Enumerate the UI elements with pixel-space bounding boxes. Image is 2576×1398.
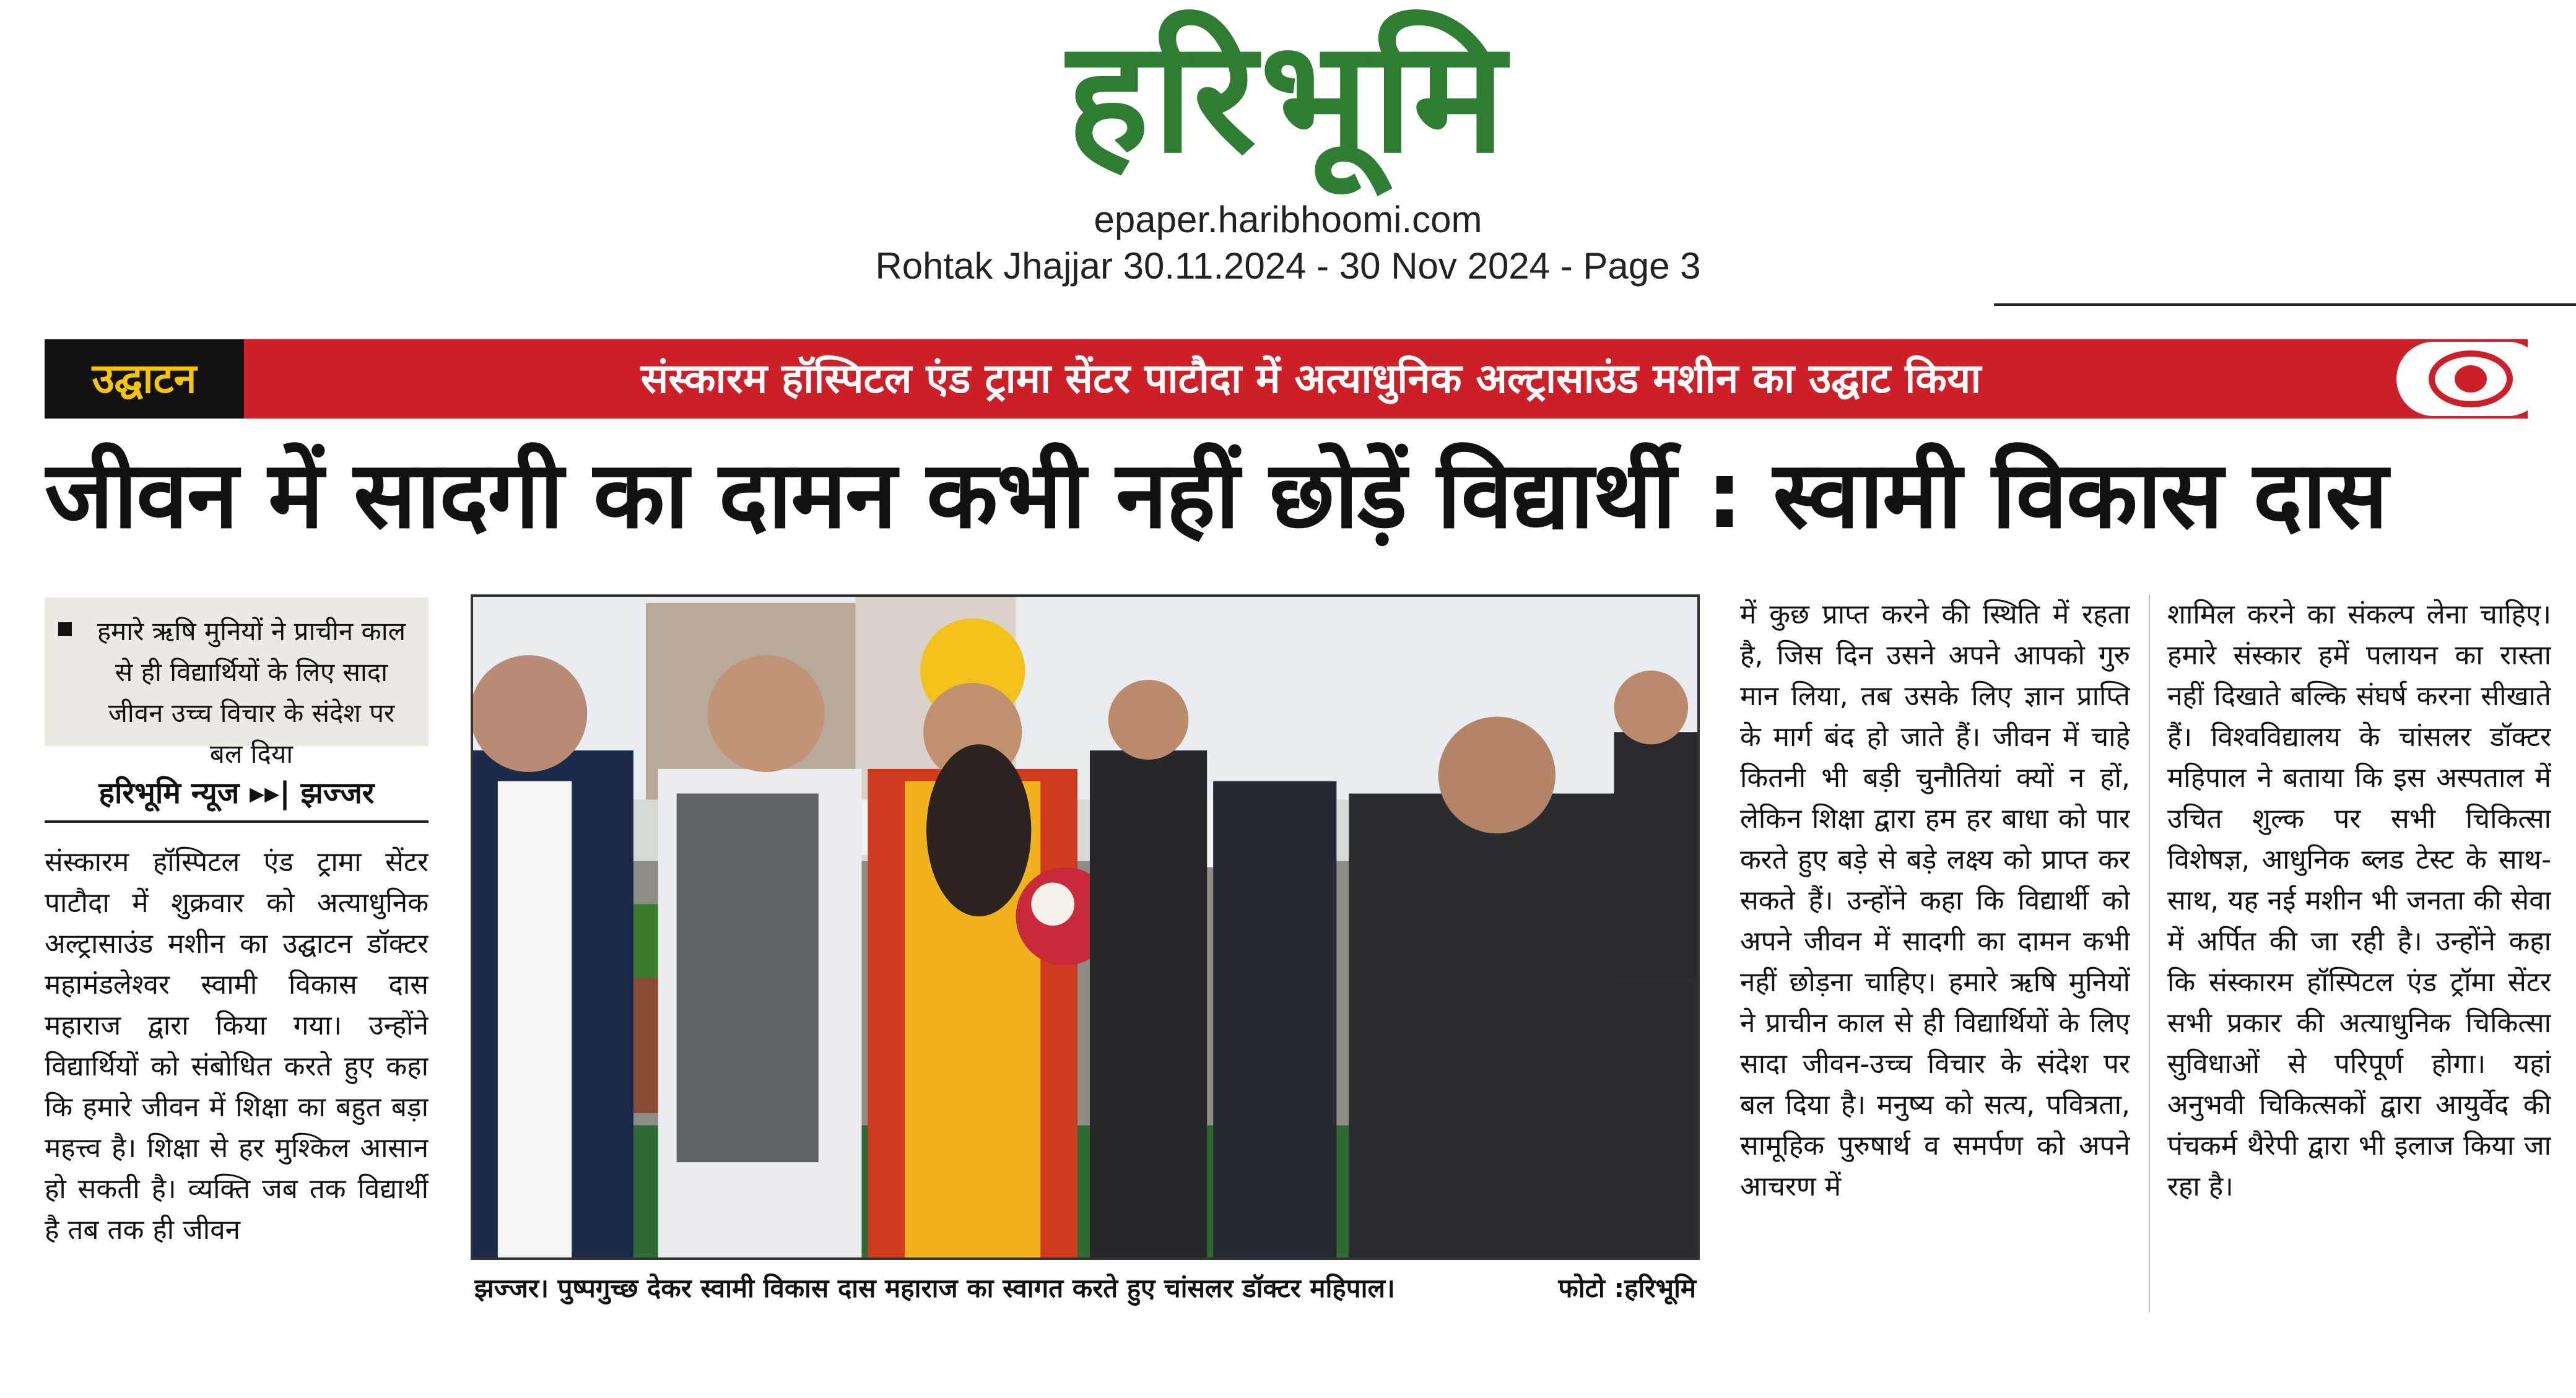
column-divider xyxy=(2149,594,2150,1313)
edition-info: Rohtak Jhajjar 30.11.2024 - 30 Nov 2024 - Page 3 xyxy=(875,245,1701,287)
article-column-1: संस्कारम हॉस्पिटल एंड ट्रामा सेंटर पाटौदा में शुक्रवार को अत्याधुनिक अल्ट्रासाउंड मशीन का उद्घाटन डॉक्टर महामंडलेश्वर स्वामी विकास दास महाराज द्वारा किया गया। उन्होंने विद्यार्थियों को संबोधित करते हुए कहा कि हमारे जीवन में शिक्षा का बहुत बड़ा महत्त्व है। शिक्षा से हर मुश्किल आसान हो सकती है। व्यक्ति जब तक विद्यार्थी है तब तक ही जीवन xyxy=(45,846,429,1246)
photo-caption-bar xyxy=(471,1263,1700,1313)
photo-credit: फोटो :हरिभूमि xyxy=(1558,1273,1696,1303)
highlight-box xyxy=(45,597,429,769)
byline: हरिभूमि न्यूज ▸▸| झज्जर xyxy=(45,771,429,823)
photo-caption: झज्जर। पुष्पगुच्छ देकर स्वामी विकास दास महाराज का स्वागत करते हुए चांसलर डॉक्टर महिपाल। xyxy=(474,1273,1395,1303)
subheadline: संस्कारम हॉस्पिटल एंड ट्रामा सेंटर पाटौदा में अत्याधुनिक अल्ट्रासाउंड मशीन का उद्घाट किया xyxy=(640,355,1982,402)
kicker-label: उद्घाटन xyxy=(45,339,244,419)
news-photo-image xyxy=(473,597,1697,1257)
news-photo xyxy=(471,594,1700,1260)
bullet-square-icon xyxy=(58,622,72,636)
article-column-3: में कुछ प्राप्त करने की स्थिति में रहता है, जिस दिन उसने अपने आपको गुरु मान लिया, तब उसके लिए ज्ञान प्राप्ति के मार्ग बंद हो जाते हैं। जीवन में चाहे कितनी भी बड़ी चुनौतियां क्यों न हों, लेकिन शिक्षा द्वारा हम हर बाधा को पार करते हुए बड़े से बड़े लक्ष्य को प्राप्त कर सकते हैं। उन्होंने कहा कि विद्यार्थी को अपने जीवन में सादगी का दामन कभी नहीं छोड़ना चाहिए। हमारे ऋषि मुनियों ने प्राचीन काल से ही विद्यार्थियों के लिए सादा जीवन-उच्च विचार के संदेश पर बल दिया है। मनुष्य को सत्य, पवित्रता, सामूहिक पुरुषार्थ व समर्पण को अपने आचरण में xyxy=(1740,599,2130,1202)
article-headline: जीवन में सादगी का दामन कभी नहीं छोड़ें विद्यार्थी : स्वामी विकास दास xyxy=(45,441,2387,549)
subheadline-banner xyxy=(45,339,2528,419)
newspaper-masthead: हरिभूमि xyxy=(1067,5,1509,187)
top-divider xyxy=(1994,303,2576,306)
brand-eye-icon xyxy=(2396,342,2545,416)
highlight-text: हमारे ऋषि मुनियों ने प्राचीन काल से ही विद्यार्थियों के लिए सादा जीवन उच्च विचार के संदेश पर बल दिया xyxy=(97,616,406,769)
article-column-4: शामिल करने का संकल्प लेना चाहिए। हमारे संस्कार हमें पलायन का रास्ता नहीं दिखाते बल्कि संघर्ष करना सीखाते हैं। विश्वविद्यालय के चांसलर डॉक्टर महिपाल ने बताया कि इस अस्पताल में उचित शुल्क पर सभी चिकित्सा विशेषज्ञ, आधुनिक ब्लड टेस्ट के साथ-साथ, यह नई मशीन भी जनता की सेवा में अर्पित की जा रही है। उन्होंने कहा कि संस्कारम हॉस्पिटल एंड ट्रॉमा सेंटर सभी प्रकार की अत्याधुनिक चिकित्सा सुविधाओं से परिपूर्ण होगा। यहां अनुभवी चिकित्सकों द्वारा आयुर्वेद की पंचकर्म थैरेपी द्वारा भी इलाज किया जा रहा है। xyxy=(2167,599,2551,1202)
epaper-url: epaper.haribhoomi.com xyxy=(1094,199,1482,240)
